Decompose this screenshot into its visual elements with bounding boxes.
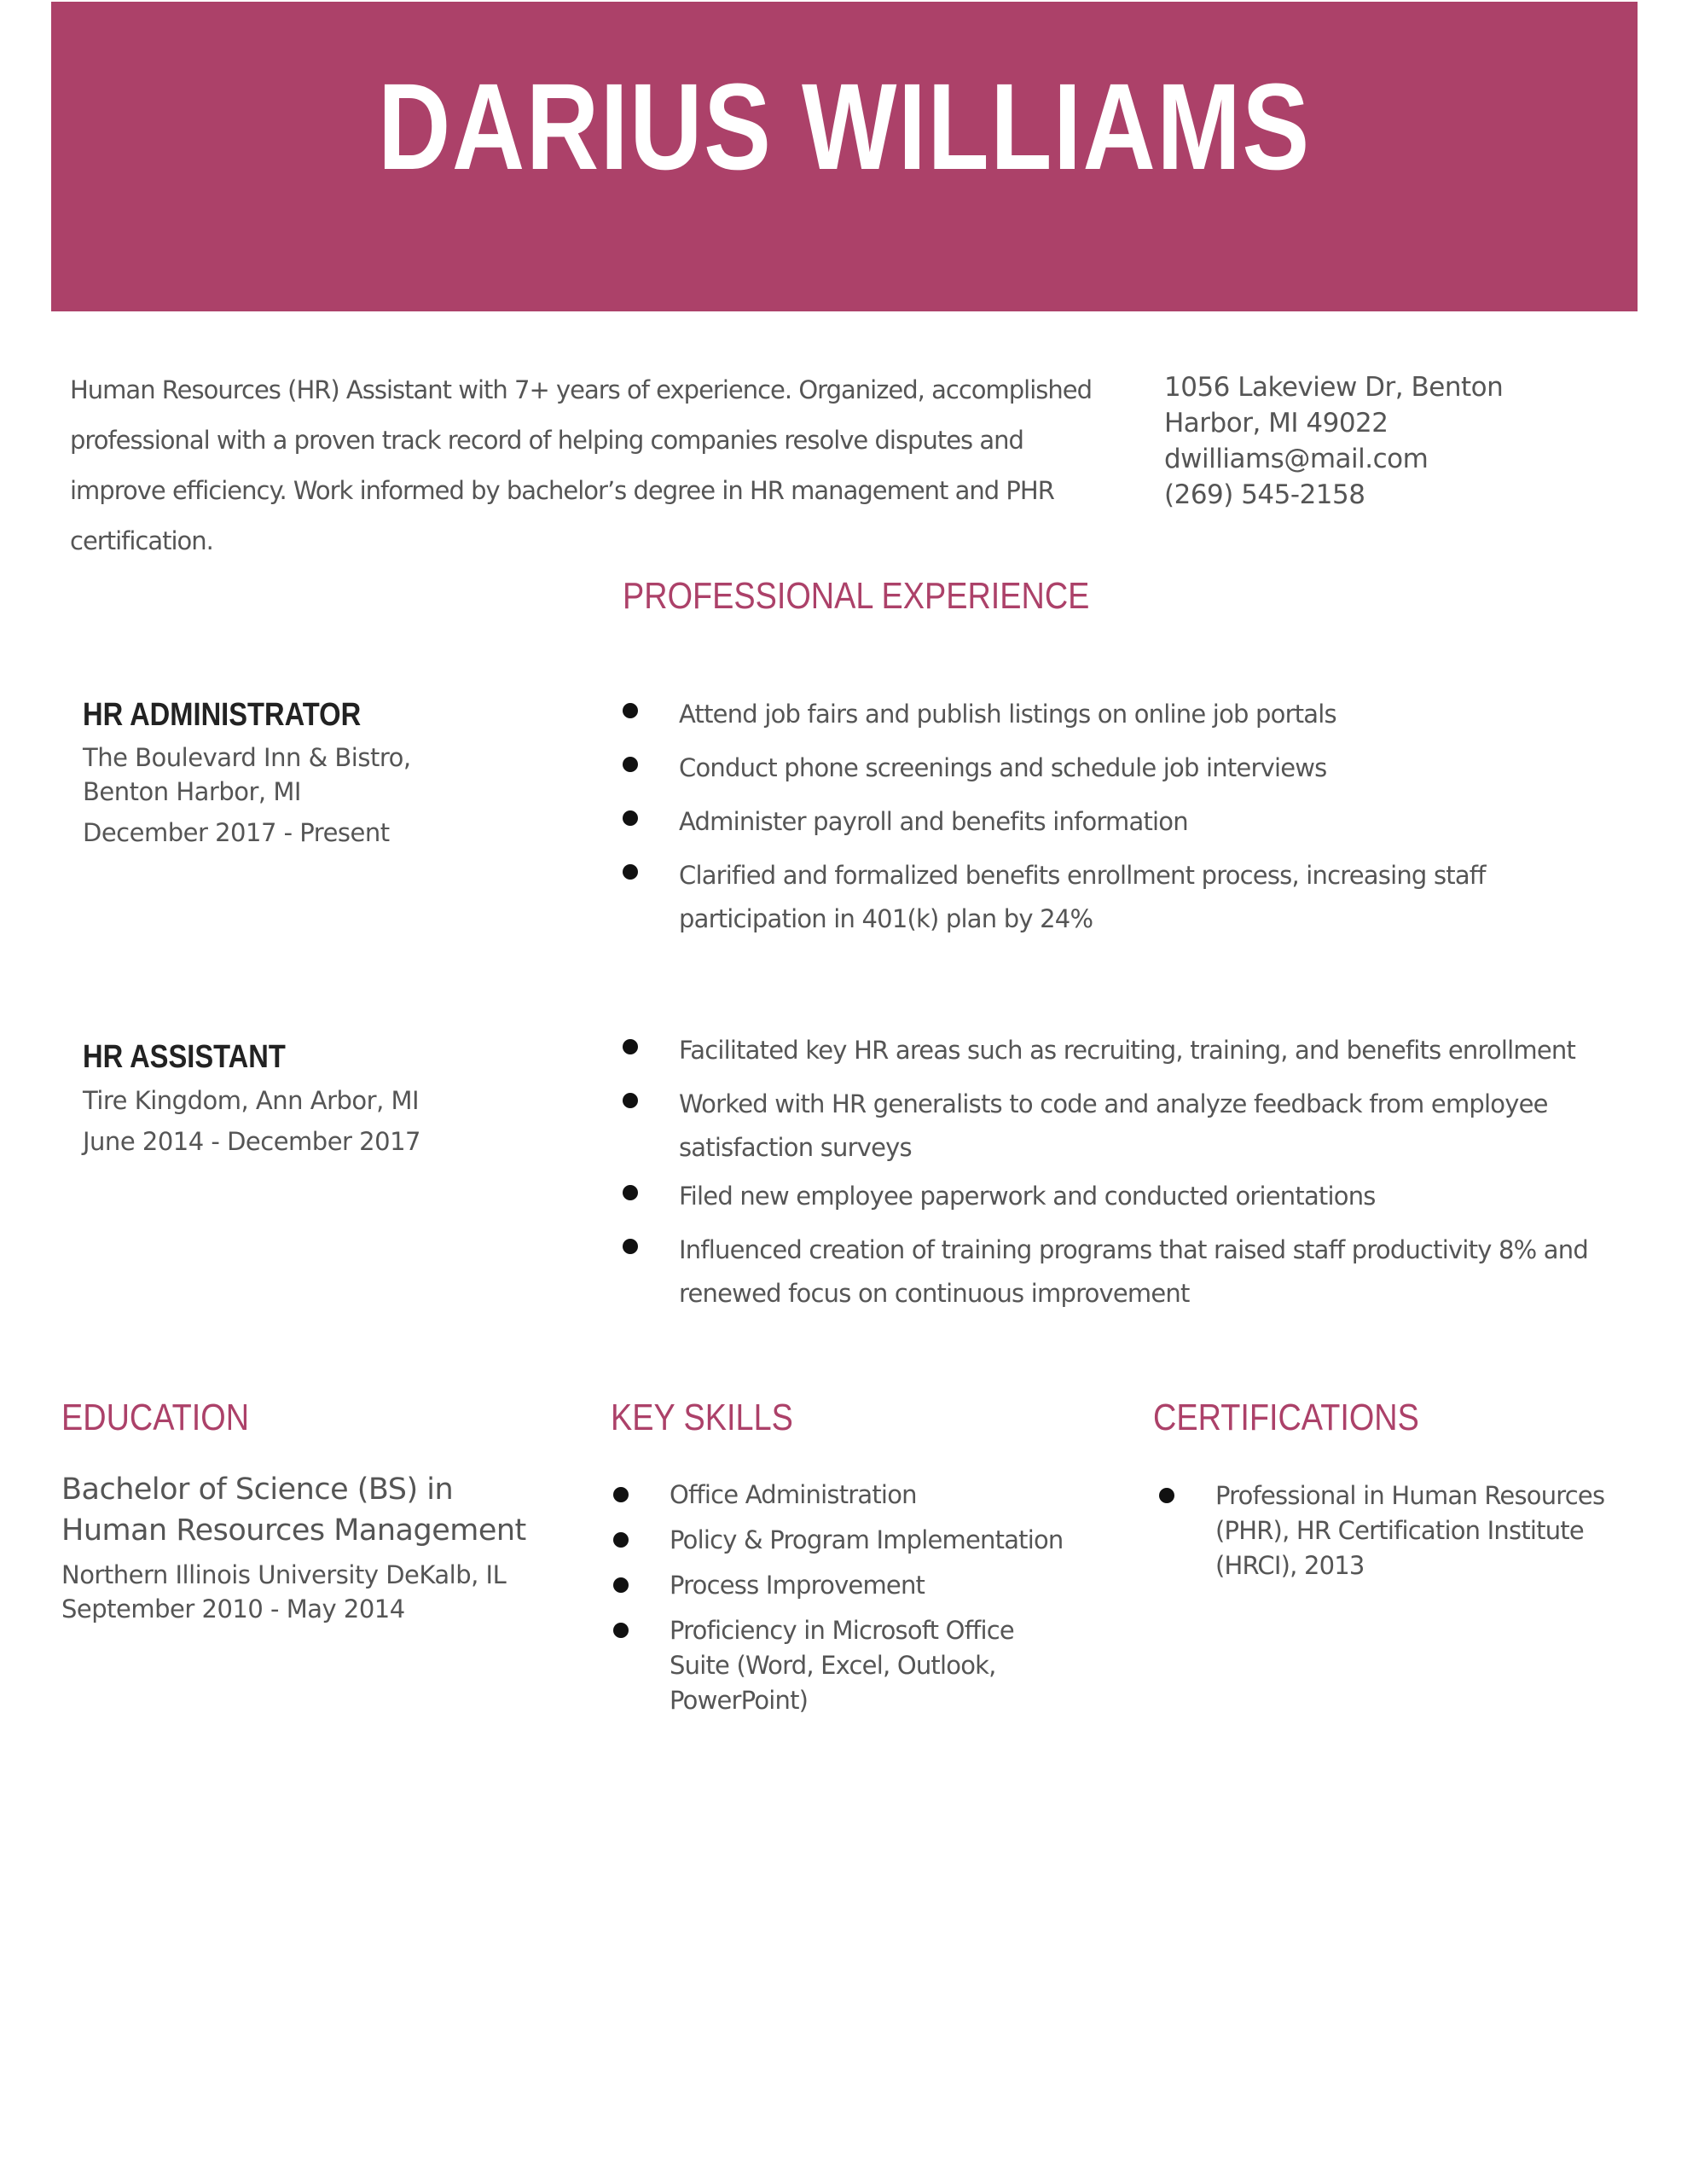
list-item: Conduct phone screenings and schedule job interviews <box>679 746 1617 790</box>
contact-block <box>1164 369 1505 513</box>
list-item: Professional in Human Resources (PHR), HR Certification Institute (HRCI), 2013 <box>1215 1478 1616 1583</box>
employer: The Boulevard Inn & Bistro, <box>83 743 411 772</box>
list-item: Policy & Program Implementation <box>670 1523 1079 1558</box>
job-title: HR ADMINISTRATOR <box>83 697 362 733</box>
employer-location: Benton Harbor, MI <box>83 777 301 806</box>
address-line-2: Harbor, MI 49022 <box>1164 408 1388 439</box>
certifications-list <box>1215 1478 1616 1583</box>
job-bullets <box>679 693 1617 941</box>
list-item: Attend job fairs and publish listings on online job portals <box>679 693 1617 736</box>
list-item: Clarified and formalized benefits enrollment process, increasing staff participation in 401(k) plan by 24% <box>679 854 1617 941</box>
employer: Tire Kingdom, Ann Arbor, MI <box>83 1086 420 1115</box>
bullet-icon <box>623 1093 638 1108</box>
bullet-icon <box>623 1039 638 1054</box>
address-line-1: 1056 Lakeview Dr, Benton <box>1164 372 1504 403</box>
candidate-name: DARIUS WILLIAMS <box>378 57 1311 195</box>
list-item: Administer payroll and benefits information <box>679 800 1617 844</box>
header-banner <box>51 2 1638 311</box>
list-item: Worked with HR generalists to code and analyze feedback from employee satisfaction surveys <box>679 1083 1617 1170</box>
education-dates: September 2010 - May 2014 <box>61 1594 405 1623</box>
list-item: Influenced creation of training programs that raised staff productivity 8% and renewed focus on continuous improvement <box>679 1228 1617 1316</box>
phone: (269) 545-2158 <box>1164 479 1365 510</box>
bullet-icon <box>1159 1488 1174 1503</box>
job-bullets <box>679 1029 1617 1316</box>
bullet-icon <box>623 864 638 880</box>
education-heading: EDUCATION <box>61 1397 250 1438</box>
degree: Bachelor of Science (BS) in Human Resources Management <box>61 1472 526 1548</box>
bullet-icon <box>623 1239 638 1254</box>
bullet-icon <box>623 703 638 718</box>
bullet-icon <box>613 1487 629 1502</box>
bullet-icon <box>623 810 638 826</box>
list-item: Office Administration <box>670 1478 1079 1513</box>
list-item: Process Improvement <box>670 1568 1079 1603</box>
list-item: Filed new employee paperwork and conducted orientations <box>679 1175 1617 1218</box>
email: dwilliams@mail.com <box>1164 444 1429 474</box>
school: Northern Illinois University DeKalb, IL <box>61 1560 507 1589</box>
job-meta <box>83 741 411 850</box>
summary-paragraph: Human Resources (HR) Assistant with 7+ years of experience. Organized, accomplished professional with a proven track record of helping companies resolve disputes and improve efficiency. Work informed by bachelor’s degree in HR management and PHR certification. <box>70 375 1093 555</box>
list-item: Facilitated key HR areas such as recruiting, training, and benefits enrollment <box>679 1029 1617 1072</box>
skills-heading: KEY SKILLS <box>611 1397 793 1438</box>
bullet-icon <box>613 1532 629 1548</box>
job-title: HR ASSISTANT <box>83 1039 286 1075</box>
certifications-heading: CERTIFICATIONS <box>1153 1397 1419 1438</box>
job-dates: June 2014 - December 2017 <box>83 1127 420 1156</box>
education-meta <box>61 1558 506 1626</box>
bullet-icon <box>623 757 638 772</box>
skills-list <box>670 1478 1079 1718</box>
bullet-icon <box>613 1623 629 1638</box>
experience-heading: PROFESSIONAL EXPERIENCE <box>623 575 1090 617</box>
list-item: Proficiency in Microsoft Office Suite (Word, Excel, Outlook, PowerPoint) <box>670 1613 1079 1718</box>
bullet-icon <box>623 1185 638 1200</box>
job-meta <box>83 1083 420 1159</box>
job-dates: December 2017 - Present <box>83 818 390 847</box>
bullet-icon <box>613 1577 629 1593</box>
